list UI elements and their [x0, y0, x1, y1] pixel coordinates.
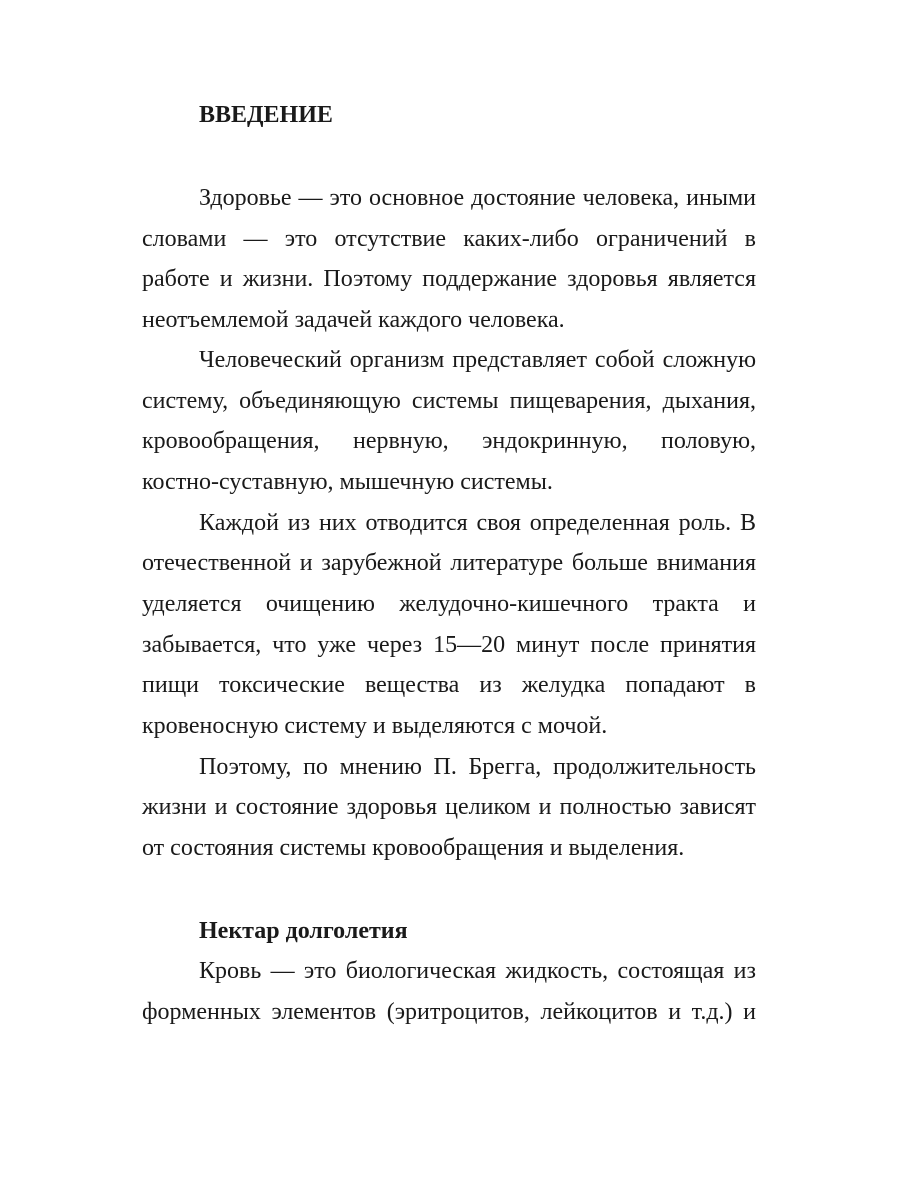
text-line: Здоровье — это основное достояние человека, иными — [199, 185, 756, 211]
text-line: от состояния системы кровообращения и выделения. — [142, 835, 685, 861]
text-line: жизни и состояние здоровья целиком и полностью зависят — [142, 794, 756, 820]
text-line: форменных элементов (эритроцитов, лейкоцитов и т.д.) и — [142, 999, 756, 1025]
text-line: пищи токсические вещества из желудка попадают в — [142, 672, 756, 698]
text-line: Кровь — это биологическая жидкость, состоящая из — [199, 958, 756, 984]
text-line: Каждой из них отводится своя определенная роль. В — [199, 510, 756, 536]
text-line: неотъемлемой задачей каждого человека. — [142, 307, 565, 333]
text-line: кровеносную систему и выделяются с мочой. — [142, 713, 608, 739]
text-line: систему, объединяющую системы пищеварения, дыхания, — [142, 388, 756, 414]
text-line: отечественной и зарубежной литературе больше внимания — [142, 550, 756, 576]
text-line: словами — это отсутствие каких-либо ограничений в — [142, 226, 756, 252]
text-line: кровообращения, нервную, эндокринную, половую, — [142, 428, 756, 454]
text-line: забывается, что уже через 15—20 минут после принятия — [142, 632, 756, 658]
text-line: костно-суставную, мышечную системы. — [142, 469, 553, 495]
section-title: ВВЕДЕНИЕ — [199, 102, 333, 128]
subsection-title: Нектар долголетия — [199, 918, 408, 944]
text-line: уделяется очищению желудочно-кишечного тракта и — [142, 591, 756, 617]
text-line: работе и жизни. Поэтому поддержание здоровья является — [142, 266, 756, 292]
text-line: Поэтому, по мнению П. Брегга, продолжительность — [199, 754, 756, 780]
text-line: Человеческий организм представляет собой сложную — [199, 347, 756, 373]
